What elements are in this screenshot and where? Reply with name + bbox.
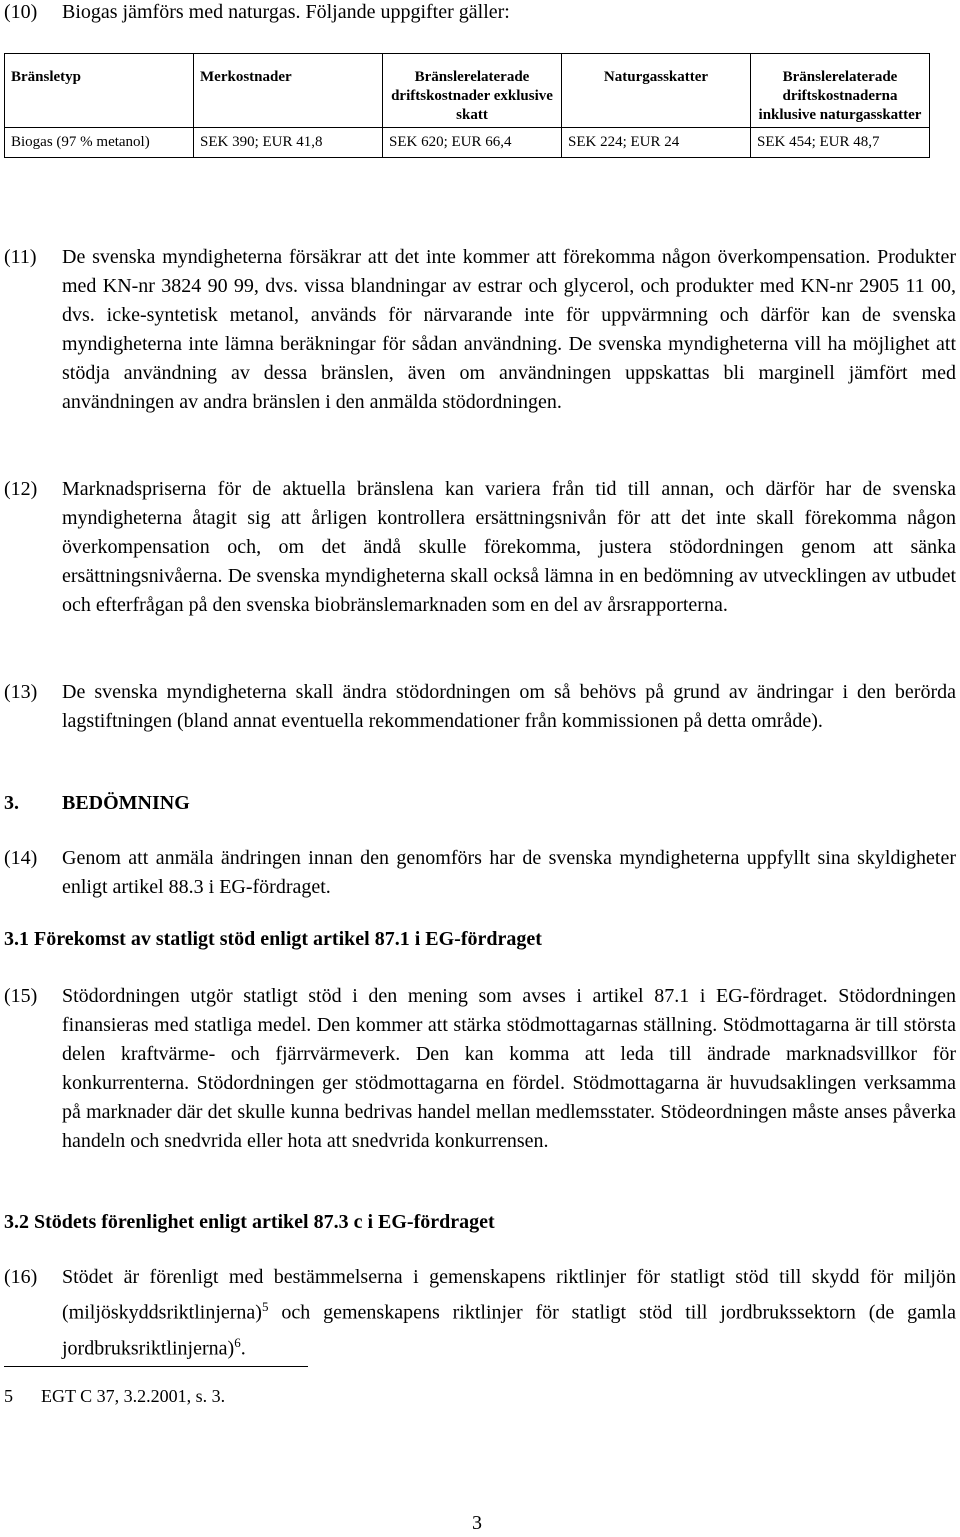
section-3-1-heading: 3.1 Förekomst av statligt stöd enligt artikel 87.1 i EG-fördraget [4, 928, 542, 950]
paragraph-text: Stödordningen utgör statligt stöd i den mening som avses i artikel 87.1 i EG-fördraget. Stödordningen finansieras med statliga medel. Den kommer att stärka stödmottagarnas ställning. Stödmottagarna är till största delen kraftvärme- och fjärrvärmeverk. Den kan komma att leda till ändrade marknadsvillkor för konkurrenterna. Stödordningen ger stödmottagarna en fördel. Stödmottagarna är huvudsaklingen verksamma på marknader där det skulle kunna bedrivas handel mellan medlemsstater. Stödeordningen måste anses påverka handeln och snedvrida eller hota att snedvrida konkurrensen. [62, 985, 956, 1152]
footnote-divider [4, 1366, 308, 1367]
paragraph-number: (13) [4, 681, 38, 703]
paragraph-number: (14) [4, 847, 38, 869]
paragraph-text-part: Stödet är förenligt med bestämmelserna i gemenskapens riktlinjer för statligt stöd till skydd för miljön (miljöskyddsriktlinjerna) [62, 1266, 956, 1324]
page-number: 3 [472, 1512, 482, 1534]
table-cell: SEK 454; EUR 48,7 [751, 128, 930, 158]
table-header-cell: Bränsletyp [5, 54, 194, 128]
section-3-heading [4, 792, 190, 815]
table-row [5, 128, 930, 158]
paragraph-number: (12) [4, 478, 38, 500]
paragraph-number: (15) [4, 985, 38, 1007]
table-cell: SEK 620; EUR 66,4 [383, 128, 562, 158]
paragraph-text: Marknadspriserna för de aktuella bränslena kan variera från tid till annan, och därför har de svenska myndigheterna åtagit sig att årligen kontrollera ersättningsnivån för att det inte skall förekomma någon överkompensation och, om det ändå skulle förekomma, justera stödordningen genom att sänka ersättningsnivåerna. De svenska myndigheterna skall också lämna in en bedömning av utvecklingen av utbudet och efterfrågan på den svenska biobränslemarknaden som en del av årsrapporterna. [62, 478, 956, 616]
section-3-2-heading: 3.2 Stödets förenlighet enligt artikel 87.3 c i EG-fördraget [4, 1211, 495, 1233]
footnote-ref-6[interactable]: 6 [234, 1334, 241, 1350]
paragraph-number: (10) [4, 1, 38, 23]
paragraph-text [62, 1263, 956, 1363]
table-header-cell: Naturgasskatter [562, 54, 751, 128]
table-header-cell: Bränslerelaterade driftskostnaderna inklusive naturgasskatter [751, 54, 930, 128]
table-cell: Biogas (97 % metanol) [5, 128, 194, 158]
footnote-text: EGT C 37, 3.2.2001, s. 3. [41, 1386, 226, 1406]
paragraph-text: De svenska myndigheterna försäkrar att det inte kommer att förekomma någon överkompensation. Produkter med KN-nr 3824 90 99, dvs. vissa blandningar av estrar och glycerol, och produkter med KN-nr 2905 11 00, dvs. icke-syntetisk metanol, används för närvarande inte för uppvärmning och därför kan de svenska myndigheterna inte lämna beräkningar för sådan användning. De svenska myndigheterna vill ha möjlighet att stödja användning av dessa bränslen, även om användningen uppskattas bli marginell jämfört med användningen av andra bränslen i den anmälda stödordningen. [62, 246, 956, 413]
table-header-row [5, 54, 930, 128]
paragraph-text: Genom att anmäla ändringen innan den genomförs har de svenska myndigheterna uppfyllt sina skyldigheter enligt artikel 88.3 i EG-fördraget. [62, 847, 956, 898]
table-header-cell: Bränslerelaterade driftskostnader exklusive skatt [383, 54, 562, 128]
paragraph-16 [4, 1263, 956, 1363]
fuel-cost-table [4, 53, 930, 158]
section-number: 3. [4, 792, 19, 814]
paragraph-13 [4, 678, 956, 736]
paragraph-text: Biogas jämförs med naturgas. Följande uppgifter gäller: [62, 1, 510, 23]
paragraph-15 [4, 982, 956, 1156]
paragraph-text: De svenska myndigheterna skall ändra stödordningen om så behövs på grund av ändringar i den berörda lagstiftningen (bland annat eventuella rekommendationer från kommissionen på detta område). [62, 681, 956, 732]
paragraph-text-part: . [240, 1337, 246, 1360]
footnote-number: 5 [4, 1386, 13, 1406]
footnote [4, 1386, 225, 1407]
paragraph-11 [4, 243, 956, 417]
table-cell: SEK 224; EUR 24 [562, 128, 751, 158]
paragraph-number: (16) [4, 1266, 38, 1288]
footnote-ref-5[interactable]: 5 [261, 1299, 269, 1314]
paragraph-number: (11) [4, 246, 37, 268]
table-cell: SEK 390; EUR 41,8 [194, 128, 383, 158]
table-header-cell: Merkostnader [194, 54, 383, 128]
paragraph-12 [4, 475, 956, 620]
paragraph-14 [4, 844, 956, 902]
paragraph-10 [4, 0, 956, 27]
section-title: BEDÖMNING [62, 792, 190, 814]
paragraph-text-part: och gemenskapens riktlinjer för statligt stöd till jordbrukssektorn (de gamla jordbruksriktlinjerna) [62, 1301, 956, 1360]
